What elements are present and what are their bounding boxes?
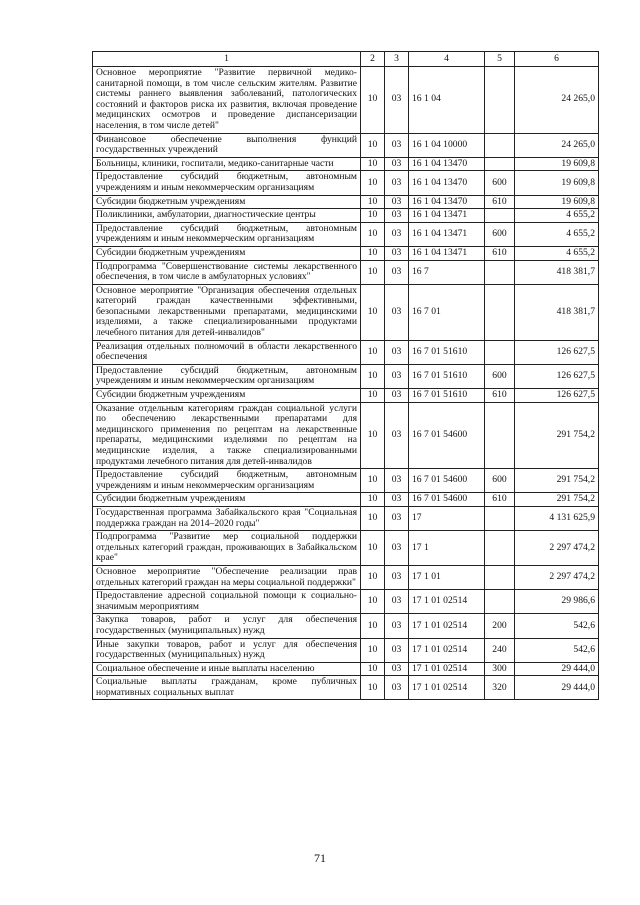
row-name-cell: Оказание отдельным категориям граждан социальной услуги по обеспечению лекарственными препаратами для медицинского применения по рецептам на лекарственные препараты, медицинскими изделиями по рецептам на медицинские изделия, а также специализированными продуктами лечебного питания для детей-инвалидов — [93, 402, 361, 469]
subsection-code-cell: 03 — [385, 506, 409, 530]
section-code-cell: 10 — [361, 284, 385, 340]
table-row — [93, 284, 599, 340]
page-number: 71 — [314, 851, 326, 865]
target-article-cell: 16 1 04 — [409, 67, 485, 134]
target-article-cell: 17 1 01 02514 — [409, 590, 485, 614]
row-name-cell: Реализация отдельных полномочий в области лекарственного обеспечения — [93, 340, 361, 364]
row-name-cell: Субсидии бюджетным учреждениям — [93, 195, 361, 209]
amount-cell: 126 627,5 — [515, 389, 599, 403]
table-row — [93, 506, 599, 530]
row-name-cell: Поликлиники, амбулатории, диагностические центры — [93, 209, 361, 223]
amount-cell: 29 444,0 — [515, 662, 599, 676]
amount-cell: 19 609,8 — [515, 157, 599, 171]
expense-type-cell — [485, 590, 515, 614]
amount-cell: 126 627,5 — [515, 340, 599, 364]
table-row — [93, 402, 599, 469]
target-article-cell: 16 7 — [409, 260, 485, 284]
target-article-cell: 16 7 01 51610 — [409, 389, 485, 403]
subsection-code-cell: 03 — [385, 531, 409, 566]
row-name-cell: Закупка товаров, работ и услуг для обеспечения государственных (муниципальных) нужд — [93, 614, 361, 638]
target-article-cell: 16 1 04 13471 — [409, 246, 485, 260]
subsection-code-cell: 03 — [385, 195, 409, 209]
subsection-code-cell: 03 — [385, 389, 409, 403]
table-row — [93, 195, 599, 209]
row-name-cell: Предоставление субсидий бюджетным, автономным учреждениям и иным некоммерческим организациям — [93, 364, 361, 388]
expense-type-cell — [485, 67, 515, 134]
column-header: 3 — [385, 52, 409, 67]
table-row — [93, 638, 599, 662]
table-row — [93, 493, 599, 507]
amount-cell: 2 297 474,2 — [515, 531, 599, 566]
table-row — [93, 246, 599, 260]
table-row — [93, 260, 599, 284]
amount-cell: 29 986,6 — [515, 590, 599, 614]
table-row — [93, 676, 599, 700]
section-code-cell: 10 — [361, 133, 385, 157]
section-code-cell: 10 — [361, 157, 385, 171]
expense-type-cell: 200 — [485, 614, 515, 638]
section-code-cell: 10 — [361, 676, 385, 700]
subsection-code-cell: 03 — [385, 590, 409, 614]
target-article-cell: 17 1 01 02514 — [409, 662, 485, 676]
subsection-code-cell: 03 — [385, 67, 409, 134]
expense-type-cell: 600 — [485, 364, 515, 388]
section-code-cell: 10 — [361, 493, 385, 507]
table-row — [93, 469, 599, 493]
amount-cell: 4 131 625,9 — [515, 506, 599, 530]
row-name-cell: Государственная программа Забайкальского края "Социальная поддержка граждан на 2014–2020 годы" — [93, 506, 361, 530]
target-article-cell: 16 1 04 10000 — [409, 133, 485, 157]
expense-type-cell — [485, 284, 515, 340]
table-row — [93, 662, 599, 676]
amount-cell: 24 265,0 — [515, 133, 599, 157]
subsection-code-cell: 03 — [385, 157, 409, 171]
target-article-cell: 17 1 01 02514 — [409, 676, 485, 700]
row-name-cell: Предоставление субсидий бюджетным, автономным учреждениям и иным некоммерческим организациям — [93, 222, 361, 246]
expense-type-cell: 240 — [485, 638, 515, 662]
table-row — [93, 222, 599, 246]
amount-cell: 291 754,2 — [515, 469, 599, 493]
target-article-cell: 16 7 01 54600 — [409, 493, 485, 507]
target-article-cell: 17 1 01 02514 — [409, 614, 485, 638]
row-name-cell: Предоставление адресной социальной помощи к социально-значимым мероприятиям — [93, 590, 361, 614]
subsection-code-cell: 03 — [385, 284, 409, 340]
target-article-cell: 16 1 04 13470 — [409, 171, 485, 195]
target-article-cell: 17 1 — [409, 531, 485, 566]
expense-type-cell: 610 — [485, 389, 515, 403]
expense-type-cell: 600 — [485, 469, 515, 493]
row-name-cell: Иные закупки товаров, работ и услуг для обеспечения государственных (муниципальных) нужд — [93, 638, 361, 662]
table-row — [93, 171, 599, 195]
amount-cell: 291 754,2 — [515, 402, 599, 469]
column-header: 6 — [515, 52, 599, 67]
expense-type-cell — [485, 209, 515, 223]
table-row — [93, 133, 599, 157]
table-row — [93, 590, 599, 614]
expense-type-cell: 300 — [485, 662, 515, 676]
subsection-code-cell: 03 — [385, 171, 409, 195]
column-header: 5 — [485, 52, 515, 67]
expense-type-cell: 600 — [485, 171, 515, 195]
header-row — [93, 52, 599, 67]
amount-cell: 29 444,0 — [515, 676, 599, 700]
row-name-cell: Предоставление субсидий бюджетным, автономным учреждениям и иным некоммерческим организациям — [93, 171, 361, 195]
subsection-code-cell: 03 — [385, 469, 409, 493]
budget-table — [92, 51, 599, 700]
expense-type-cell: 610 — [485, 246, 515, 260]
section-code-cell: 10 — [361, 209, 385, 223]
target-article-cell: 17 1 01 02514 — [409, 638, 485, 662]
subsection-code-cell: 03 — [385, 246, 409, 260]
expense-type-cell: 610 — [485, 493, 515, 507]
subsection-code-cell: 03 — [385, 209, 409, 223]
table-body — [93, 67, 599, 700]
subsection-code-cell: 03 — [385, 340, 409, 364]
subsection-code-cell: 03 — [385, 662, 409, 676]
amount-cell: 19 609,8 — [515, 171, 599, 195]
subsection-code-cell: 03 — [385, 133, 409, 157]
section-code-cell: 10 — [361, 260, 385, 284]
subsection-code-cell: 03 — [385, 614, 409, 638]
table-row — [93, 531, 599, 566]
target-article-cell: 16 1 04 13470 — [409, 157, 485, 171]
target-article-cell: 16 7 01 54600 — [409, 469, 485, 493]
section-code-cell: 10 — [361, 222, 385, 246]
subsection-code-cell: 03 — [385, 676, 409, 700]
row-name-cell: Основное мероприятие "Организация обеспечения отдельных категорий граждан качественными эффективными, безопасными лекарственными препаратами, медицинскими изделиями, а также специализированными продуктами лечебного питания для детей-инвалидов" — [93, 284, 361, 340]
section-code-cell: 10 — [361, 638, 385, 662]
target-article-cell: 16 7 01 51610 — [409, 364, 485, 388]
table-row — [93, 67, 599, 134]
table-row — [93, 364, 599, 388]
table-row — [93, 614, 599, 638]
section-code-cell: 10 — [361, 590, 385, 614]
amount-cell: 24 265,0 — [515, 67, 599, 134]
section-code-cell: 10 — [361, 469, 385, 493]
expense-type-cell — [485, 260, 515, 284]
amount-cell: 418 381,7 — [515, 284, 599, 340]
amount-cell: 126 627,5 — [515, 364, 599, 388]
expense-type-cell — [485, 531, 515, 566]
subsection-code-cell: 03 — [385, 402, 409, 469]
table-row — [93, 209, 599, 223]
row-name-cell: Основное мероприятие "Обеспечение реализации прав отдельных категорий граждан на меры социальной поддержки" — [93, 565, 361, 589]
subsection-code-cell: 03 — [385, 222, 409, 246]
column-header: 1 — [93, 52, 361, 67]
expense-type-cell — [485, 565, 515, 589]
row-name-cell: Предоставление субсидий бюджетным, автономным учреждениям и иным некоммерческим организациям — [93, 469, 361, 493]
expense-type-cell — [485, 506, 515, 530]
section-code-cell: 10 — [361, 614, 385, 638]
amount-cell: 542,6 — [515, 638, 599, 662]
expense-type-cell: 600 — [485, 222, 515, 246]
table-row — [93, 157, 599, 171]
row-name-cell: Социальные выплаты гражданам, кроме публичных нормативных социальных выплат — [93, 676, 361, 700]
target-article-cell: 16 7 01 54600 — [409, 402, 485, 469]
row-name-cell: Больницы, клиники, госпитали, медико-санитарные части — [93, 157, 361, 171]
subsection-code-cell: 03 — [385, 565, 409, 589]
target-article-cell: 16 7 01 — [409, 284, 485, 340]
target-article-cell: 17 — [409, 506, 485, 530]
column-header: 2 — [361, 52, 385, 67]
section-code-cell: 10 — [361, 565, 385, 589]
section-code-cell: 10 — [361, 246, 385, 260]
section-code-cell: 10 — [361, 67, 385, 134]
expense-type-cell — [485, 402, 515, 469]
row-name-cell: Основное мероприятие "Развитие первичной медико-санитарной помощи, в том числе сельским жителям. Развитие системы раннего выявления заболеваний, патологических состояний и факторов риска их развития, включая проведение медицинских осмотров и проведение диспансеризации населения, в том числе детей" — [93, 67, 361, 134]
section-code-cell: 10 — [361, 662, 385, 676]
section-code-cell: 10 — [361, 171, 385, 195]
row-name-cell: Субсидии бюджетным учреждениям — [93, 246, 361, 260]
amount-cell: 4 655,2 — [515, 209, 599, 223]
expense-type-cell: 320 — [485, 676, 515, 700]
section-code-cell: 10 — [361, 364, 385, 388]
section-code-cell: 10 — [361, 195, 385, 209]
expense-type-cell — [485, 133, 515, 157]
row-name-cell: Подпрограмма "Совершенствование системы лекарственного обеспечения, в том числе в амбулаторных условиях" — [93, 260, 361, 284]
expense-type-cell — [485, 340, 515, 364]
subsection-code-cell: 03 — [385, 638, 409, 662]
amount-cell: 19 609,8 — [515, 195, 599, 209]
amount-cell: 2 297 474,2 — [515, 565, 599, 589]
expense-type-cell — [485, 157, 515, 171]
table-row — [93, 340, 599, 364]
amount-cell: 291 754,2 — [515, 493, 599, 507]
subsection-code-cell: 03 — [385, 260, 409, 284]
section-code-cell: 10 — [361, 531, 385, 566]
subsection-code-cell: 03 — [385, 364, 409, 388]
target-article-cell: 16 1 04 13470 — [409, 195, 485, 209]
row-name-cell: Финансовое обеспечение выполнения функций государственных учреждений — [93, 133, 361, 157]
table-row — [93, 565, 599, 589]
section-code-cell: 10 — [361, 340, 385, 364]
amount-cell: 4 655,2 — [515, 246, 599, 260]
section-code-cell: 10 — [361, 402, 385, 469]
row-name-cell: Социальное обеспечение и иные выплаты населению — [93, 662, 361, 676]
row-name-cell: Субсидии бюджетным учреждениям — [93, 389, 361, 403]
target-article-cell: 16 1 04 13471 — [409, 209, 485, 223]
row-name-cell: Подпрограмма "Развитие мер социальной поддержки отдельных категорий граждан, проживающих в Забайкальском крае" — [93, 531, 361, 566]
amount-cell: 542,6 — [515, 614, 599, 638]
row-name-cell: Субсидии бюджетным учреждениям — [93, 493, 361, 507]
section-code-cell: 10 — [361, 389, 385, 403]
target-article-cell: 16 1 04 13471 — [409, 222, 485, 246]
target-article-cell: 17 1 01 — [409, 565, 485, 589]
amount-cell: 418 381,7 — [515, 260, 599, 284]
expense-type-cell: 610 — [485, 195, 515, 209]
table-row — [93, 389, 599, 403]
subsection-code-cell: 03 — [385, 493, 409, 507]
target-article-cell: 16 7 01 51610 — [409, 340, 485, 364]
section-code-cell: 10 — [361, 506, 385, 530]
amount-cell: 4 655,2 — [515, 222, 599, 246]
column-header: 4 — [409, 52, 485, 67]
